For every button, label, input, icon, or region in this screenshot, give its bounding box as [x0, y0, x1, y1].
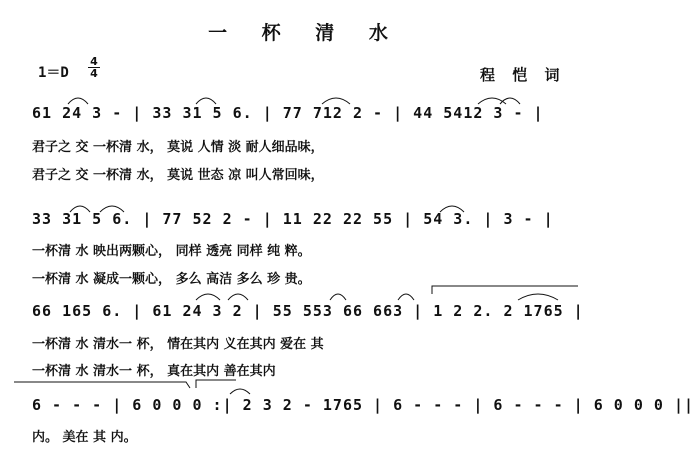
- time-signature-bottom: 4: [88, 67, 100, 79]
- lyric-line-3a: 一杯清 水 清水一 杯， 情在其内 义在其内 爱在 其: [32, 337, 324, 352]
- lyric-line-3b: 一杯清 水 清水一 杯， 真在其内 善在其内: [32, 364, 276, 379]
- lyric-line-1a: 君子之 交 一杯清 水， 莫说 人情 淡 耐人细品味，: [32, 140, 324, 155]
- notation-line-2: 33 31 5 6. | 77 52 2 - | 11 22 22 55 | 54 3. | 3 - |: [32, 210, 554, 228]
- time-signature-top: 4: [90, 55, 98, 68]
- lyric-line-4: 内。 美在 其 内。: [32, 430, 137, 445]
- song-title: 一 杯 清 水: [208, 22, 402, 44]
- lyricist-credit: 程 恺 词: [480, 66, 566, 84]
- lyric-line-2a: 一杯清 水 映出两颗心， 同样 透亮 同样 纯 粹。: [32, 244, 311, 259]
- time-signature: [88, 56, 100, 79]
- lyric-line-1b: 君子之 交 一杯清 水， 莫说 世态 凉 叫人常回味，: [32, 168, 324, 183]
- notation-line-3: 66 165 6. | 61 24 3 2 | 55 553 66 663 | 1 2 2. 2 1765 |: [32, 302, 584, 320]
- key-signature: 1＝D: [38, 65, 69, 81]
- notation-line-4: 6 - - - | 6 0 0 0 :| 2 3 2 - 1765 | 6 - - - | 6 - - - | 6 0 0 0 ||: [32, 396, 694, 414]
- lyric-line-2b: 一杯清 水 凝成一颗心， 多么 高洁 多么 珍 贵。: [32, 272, 311, 287]
- notation-line-1: 61 24 3 - | 33 31 5 6. | 77 712 2 - | 44 5412 3 - |: [32, 104, 544, 122]
